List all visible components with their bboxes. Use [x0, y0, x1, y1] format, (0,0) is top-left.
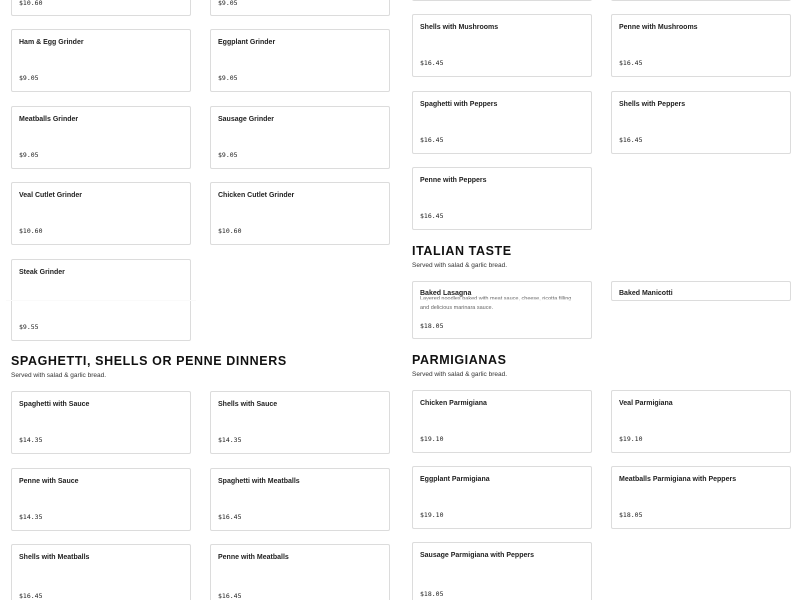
item-price: $16.45	[218, 592, 242, 600]
menu-item-card[interactable]	[412, 91, 592, 154]
menu-item-card[interactable]	[11, 391, 191, 454]
item-price: $9.05	[218, 151, 238, 159]
item-name: Penne with Peppers	[420, 177, 487, 184]
menu-item-card[interactable]	[412, 390, 592, 453]
item-name: Ham & Egg Grinder	[19, 39, 84, 46]
menu-item-card[interactable]	[210, 182, 390, 245]
menu-item-card[interactable]	[11, 182, 191, 245]
menu-item-card[interactable]	[412, 281, 592, 339]
item-name: Veal Parmigiana	[619, 400, 673, 407]
item-price: $19.10	[420, 435, 444, 443]
item-name: Baked Manicotti	[619, 290, 673, 297]
item-name: Shells with Peppers	[619, 101, 686, 108]
item-name: Veal Cutlet Grinder	[19, 192, 83, 199]
item-name: Chicken Cutlet Grinder	[218, 192, 295, 199]
item-price: $18.05	[420, 322, 444, 330]
menu-item-card[interactable]	[412, 466, 592, 529]
menu-item-card[interactable]	[210, 106, 390, 169]
item-price: $9.55	[19, 323, 39, 331]
item-price: $16.45	[420, 212, 444, 220]
item-name: Chicken Parmigiana	[420, 400, 487, 407]
item-price: $9.05	[218, 74, 238, 82]
item-name: Sausage Parmigiana with Peppers	[420, 552, 534, 559]
menu-item-card[interactable]	[412, 167, 592, 230]
menu-item-card[interactable]	[611, 14, 791, 77]
item-price: $16.45	[619, 59, 643, 67]
item-price: $18.05	[420, 590, 444, 598]
item-price: $9.05	[19, 151, 39, 159]
section-title: ITALIAN TASTE	[412, 244, 512, 258]
section-title: SPAGHETTI, SHELLS OR PENNE DINNERS	[11, 354, 287, 368]
menu-item-card[interactable]	[11, 544, 191, 600]
item-name: Sausage Grinder	[218, 116, 275, 123]
item-price: $9.05	[218, 0, 238, 7]
menu-item-card[interactable]	[11, 106, 191, 169]
item-price: $19.10	[420, 511, 444, 519]
item-name: Spaghetti with Sauce	[19, 401, 90, 408]
item-price: $18.05	[619, 511, 643, 519]
item-name: Steak Grinder	[19, 269, 65, 276]
menu-item-card[interactable]	[11, 0, 191, 16]
item-price: $16.45	[19, 592, 43, 600]
item-price: $10.60	[19, 0, 43, 7]
item-name: Spaghetti with Meatballs	[218, 478, 300, 485]
item-name: Penne with Sauce	[19, 478, 79, 485]
menu-item-card[interactable]	[210, 29, 390, 92]
item-price: $16.45	[420, 59, 444, 67]
item-name: Meatballs Parmigiana with Peppers	[619, 476, 737, 483]
menu-item-card[interactable]	[11, 29, 191, 92]
item-price: $16.45	[218, 513, 242, 521]
item-description: and delicious marinara sauce.	[420, 305, 494, 311]
section-title: PARMIGIANAS	[412, 353, 507, 367]
menu-item-card[interactable]	[210, 544, 390, 600]
render-seam	[413, 299, 591, 301]
item-price: $14.35	[218, 436, 242, 444]
item-name: Spaghetti with Peppers	[420, 101, 498, 108]
item-name: Baked Lasagna	[420, 290, 472, 297]
item-price: $10.60	[19, 227, 43, 235]
menu-item-card[interactable]	[11, 468, 191, 531]
item-name: Penne with Mushrooms	[619, 24, 698, 31]
item-price: $10.60	[218, 227, 242, 235]
item-price: $19.10	[619, 435, 643, 443]
menu-item-card[interactable]	[412, 14, 592, 77]
menu-item-card[interactable]	[210, 468, 390, 531]
render-seam	[6, 300, 196, 301]
item-price: $14.35	[19, 436, 43, 444]
menu-item-card[interactable]	[412, 0, 592, 1]
item-name: Eggplant Parmigiana	[420, 476, 490, 483]
item-name: Meatballs Grinder	[19, 116, 79, 123]
item-name: Penne with Meatballs	[218, 554, 289, 561]
menu-item-card[interactable]	[412, 542, 592, 600]
menu-item-card[interactable]	[611, 91, 791, 154]
item-price: $16.45	[619, 136, 643, 144]
item-name: Shells with Meatballs	[19, 554, 90, 561]
item-name: Eggplant Grinder	[218, 39, 276, 46]
menu-item-card[interactable]	[611, 281, 791, 301]
section-subtitle: Served with salad & garlic bread.	[412, 371, 508, 378]
menu-item-card[interactable]	[210, 0, 390, 16]
item-price: $16.45	[420, 136, 444, 144]
menu-item-card[interactable]	[210, 391, 390, 454]
item-price: $14.35	[19, 513, 43, 521]
menu-item-card[interactable]	[611, 390, 791, 453]
item-name: Shells with Sauce	[218, 401, 278, 408]
item-name: Shells with Mushrooms	[420, 24, 499, 31]
item-price: $9.05	[19, 74, 39, 82]
menu-item-card[interactable]	[611, 0, 791, 1]
menu-item-card[interactable]	[611, 466, 791, 529]
section-subtitle: Served with salad & garlic bread.	[412, 262, 508, 269]
section-subtitle: Served with salad & garlic bread.	[11, 372, 107, 379]
